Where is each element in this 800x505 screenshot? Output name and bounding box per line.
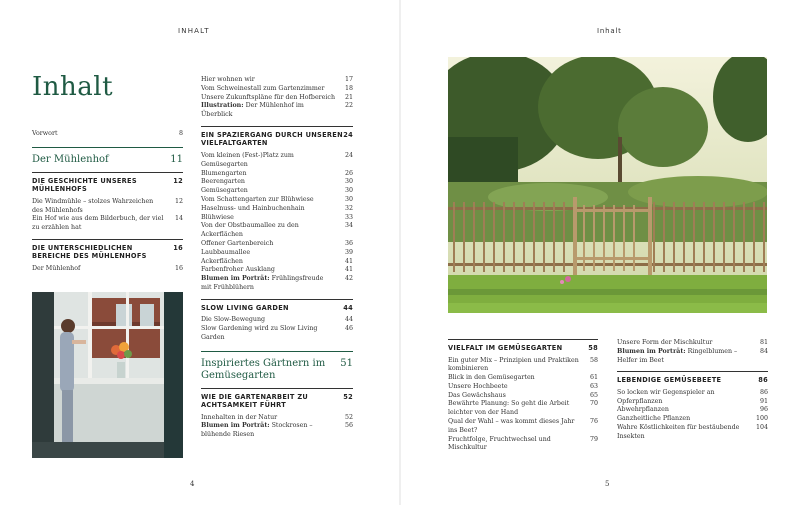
toc-entry (201, 94, 353, 103)
toc-entry (201, 325, 353, 343)
toc-title: Vom Schweinestall zum Gartenzimmer (201, 84, 325, 92)
toc-page-number: 24 (344, 151, 353, 159)
toc-page-number: 8 (178, 130, 183, 137)
toc-entry (201, 85, 353, 94)
toc-title: Von der Obstbaumallee zu den Ackerflächen (201, 222, 299, 239)
toc-page-number: 84 (759, 347, 768, 355)
toc-title: Hier wohnen wir (201, 76, 255, 83)
toc-title: Farbenfroher Ausklang (201, 266, 275, 274)
toc-title (201, 422, 341, 440)
toc-page-number: 51 (340, 357, 353, 369)
toc-entry (32, 130, 183, 139)
toc-title: Bewährte Planung: So geht die Arbeit leichter von der Hand (448, 400, 570, 417)
window-woman-photo (32, 292, 183, 458)
toc-page-number: 100 (755, 415, 768, 423)
toc-column-1 (32, 130, 183, 274)
toc-page-number: 104 (755, 424, 768, 432)
page-number: 5 (605, 480, 610, 488)
toc-title: Laubbaumallee (201, 248, 251, 256)
toc-page-number: 30 (344, 195, 353, 203)
toc-page-number: 12 (173, 176, 183, 185)
toc-title: Der Mühlenhof (32, 153, 109, 165)
garden-photo (448, 57, 767, 313)
toc-page-number: 41 (344, 266, 353, 274)
toc-page-number: 86 (758, 376, 768, 385)
toc-title-text: Stockrosen – blühende Riesen (201, 422, 313, 439)
toc-entry (448, 357, 598, 375)
toc-title (201, 275, 341, 293)
toc-page-number: 44 (344, 316, 353, 324)
toc-title: Das Gewächshaus (448, 391, 506, 399)
toc-title: DIE GESCHICHTE UNSERES MÜHLENHOFS (32, 176, 137, 194)
toc-entry (448, 392, 598, 401)
toc-page-number: 70 (589, 400, 598, 408)
toc-page-number: 41 (344, 257, 353, 265)
toc-title: VIELFALT IM GEMÜSEGARTEN (448, 344, 563, 352)
toc-page-number: 24 (343, 130, 353, 139)
page-title: Inhalt (32, 72, 114, 102)
toc-section (201, 299, 353, 313)
toc-page-number: 12 (174, 197, 183, 205)
toc-title: EIN SPAZIERGANG DURCH UNSEREN VIELFALTGARTEN (201, 130, 343, 148)
toc-entry (617, 424, 768, 442)
right-page (401, 0, 800, 505)
toc-entry (201, 214, 353, 223)
toc-entry (448, 400, 598, 418)
toc-title: Haselnuss- und Hainbuchenhain (201, 204, 305, 212)
toc-title: Vom Schattengarten zur Blühwiese (201, 195, 314, 203)
toc-entry (201, 187, 353, 196)
toc-page-number: 21 (344, 93, 353, 101)
toc-title: LEBENDIGE GEMÜSEBEETE (617, 376, 722, 385)
toc-title: Blick in den Gemüsegarten (448, 374, 535, 382)
toc-title-text: Der Mühlenhof im Überblick (201, 102, 304, 119)
page-number: 4 (190, 480, 195, 488)
toc-title: Offener Gartenbereich (201, 239, 274, 247)
toc-title: Opferpflanzen (617, 397, 663, 405)
toc-page-number: 81 (759, 339, 768, 346)
toc-entry (201, 258, 353, 267)
toc-page-number: 58 (589, 356, 598, 364)
toc-title: Beerengarten (201, 178, 245, 186)
toc-entry (201, 422, 353, 440)
toc-chapter (201, 351, 353, 382)
toc-section (201, 126, 353, 148)
toc-column-4 (617, 339, 768, 442)
toc-lead: Blumen im Porträt: (201, 275, 270, 283)
running-head: Inhalt (597, 27, 622, 35)
toc-lead: Illustration: (201, 102, 244, 110)
toc-title: Ackerflächen (201, 257, 243, 265)
toc-page-number: 16 (173, 243, 183, 252)
toc-title: Der Mühlenhof (32, 264, 81, 272)
toc-page-number: 58 (588, 344, 598, 352)
toc-entry (201, 76, 353, 85)
toc-entry (201, 275, 353, 293)
toc-page-number: 11 (170, 153, 183, 165)
toc-title: Blühwiese (201, 213, 234, 221)
toc-entry (448, 436, 598, 454)
toc-title: So locken wir Gegenspieler an (617, 388, 715, 396)
toc-entry (201, 414, 353, 423)
toc-title: Gemüsegarten (201, 187, 248, 195)
toc-page-number: 76 (589, 418, 598, 426)
toc-title: Die Windmühle – stolzes Wahrzeichen des Mühlenhofs (32, 197, 154, 214)
toc-title (201, 102, 341, 120)
toc-title: Unsere Form der Mischkultur (617, 339, 713, 346)
toc-lead: Blumen im Porträt: (617, 347, 686, 355)
toc-entry (32, 215, 183, 233)
toc-entry (201, 316, 353, 325)
toc-page-number: 65 (589, 391, 598, 399)
toc-page-number: 52 (343, 392, 353, 401)
toc-page-number: 36 (344, 239, 353, 247)
toc-title: Unsere Zukunftspläne für den Hofbereich (201, 93, 336, 101)
toc-page-number: 26 (344, 169, 353, 177)
toc-title: Ganzheitliche Pflanzen (617, 415, 691, 423)
toc-title: Inspiriertes Gärtnern im Gemüsegarten (201, 357, 326, 381)
toc-title: SLOW LIVING GARDEN (201, 303, 289, 312)
toc-entry (201, 102, 353, 120)
toc-entry (201, 178, 353, 187)
toc-title: Vom kleinen (Fest-)Platz zum Gemüsegarten (201, 151, 294, 168)
toc-entry (201, 249, 353, 258)
toc-page-number: 30 (344, 178, 353, 186)
toc-section (448, 339, 598, 353)
toc-title: Qual der Wahl – was kommt dieses Jahr ins Beet? (448, 418, 575, 434)
toc-title: Ein guter Mix – Prinzipien und Praktiken kombinieren (448, 356, 579, 373)
toc-lead: Blumen im Porträt: (201, 422, 270, 430)
toc-title-text: Ringelblumen – Helfer im Beet (617, 347, 738, 364)
toc-page-number: 34 (344, 222, 353, 230)
toc-title: WIE DIE GARTENARBEIT ZU ACHTSAMKEIT FÜHRT (201, 392, 309, 410)
toc-column-2 (201, 76, 353, 440)
toc-page-number: 18 (344, 84, 353, 92)
toc-title: Wahre Köstlichkeiten für bestäubende Insekten (617, 424, 740, 440)
toc-entry (201, 196, 353, 205)
toc-page-number: 17 (344, 76, 353, 83)
toc-section (32, 172, 183, 194)
toc-page-number: 86 (759, 388, 768, 396)
toc-page-number: 79 (589, 435, 598, 443)
toc-entry (617, 348, 768, 366)
toc-entry (201, 205, 353, 214)
toc-title: Fruchtfolge, Fruchtwechsel und Mischkultur (448, 435, 551, 452)
toc-page-number: 39 (344, 248, 353, 256)
toc-page-number: 33 (344, 213, 353, 221)
toc-page-number: 96 (759, 406, 768, 414)
toc-section (32, 239, 183, 261)
toc-page-number: 42 (344, 275, 353, 283)
toc-section (201, 388, 353, 410)
toc-title: Blumengarten (201, 169, 247, 177)
toc-page-number: 63 (589, 382, 598, 390)
toc-entry (201, 170, 353, 179)
toc-title: Ein Hof wie aus dem Bilderbuch, der viel zu erzählen hat (32, 215, 164, 232)
toc-entry (448, 418, 598, 436)
toc-title: DIE UNTERSCHIEDLICHEN BEREICHE DES MÜHLENHOFS (32, 243, 147, 261)
toc-title-text: Frühlingsfreude mit Frühblühern (201, 275, 324, 291)
toc-entry (32, 265, 183, 274)
toc-title: Die Slow-Bewegung (201, 316, 266, 324)
toc-page-number: 22 (344, 102, 353, 110)
toc-page-number: 61 (589, 374, 598, 382)
toc-entry (201, 222, 353, 240)
toc-title: Innehalten in der Natur (201, 413, 278, 421)
toc-entry (617, 398, 768, 407)
toc-entry (617, 389, 768, 398)
toc-entry (201, 152, 353, 170)
running-head: INHALT (178, 27, 210, 35)
toc-entry (617, 339, 768, 348)
toc-page-number: 91 (759, 397, 768, 405)
toc-page-number: 52 (344, 413, 353, 421)
toc-page-number: 56 (344, 422, 353, 430)
toc-entry (617, 415, 768, 424)
toc-column-3 (448, 333, 598, 453)
toc-page-number: 16 (174, 264, 183, 272)
toc-page-number: 30 (344, 187, 353, 195)
toc-entry (201, 240, 353, 249)
toc-entry (32, 198, 183, 216)
toc-chapter (32, 147, 183, 166)
toc-title (617, 348, 756, 366)
toc-page-number: 32 (344, 204, 353, 212)
toc-page-number: 46 (344, 325, 353, 333)
toc-page-number: 44 (343, 303, 353, 312)
left-page (0, 0, 399, 505)
toc-title: Unsere Hochbeete (448, 382, 508, 390)
toc-title: Vorwort (32, 130, 58, 137)
toc-entry (201, 266, 353, 275)
toc-entry (448, 383, 598, 392)
toc-entry (617, 406, 768, 415)
toc-title: Abwehrpflanzen (617, 406, 669, 414)
toc-section (617, 371, 768, 385)
toc-page-number: 14 (174, 215, 183, 223)
toc-entry (448, 374, 598, 383)
toc-title: Slow Gardening wird zu Slow Living Garden (201, 325, 318, 341)
